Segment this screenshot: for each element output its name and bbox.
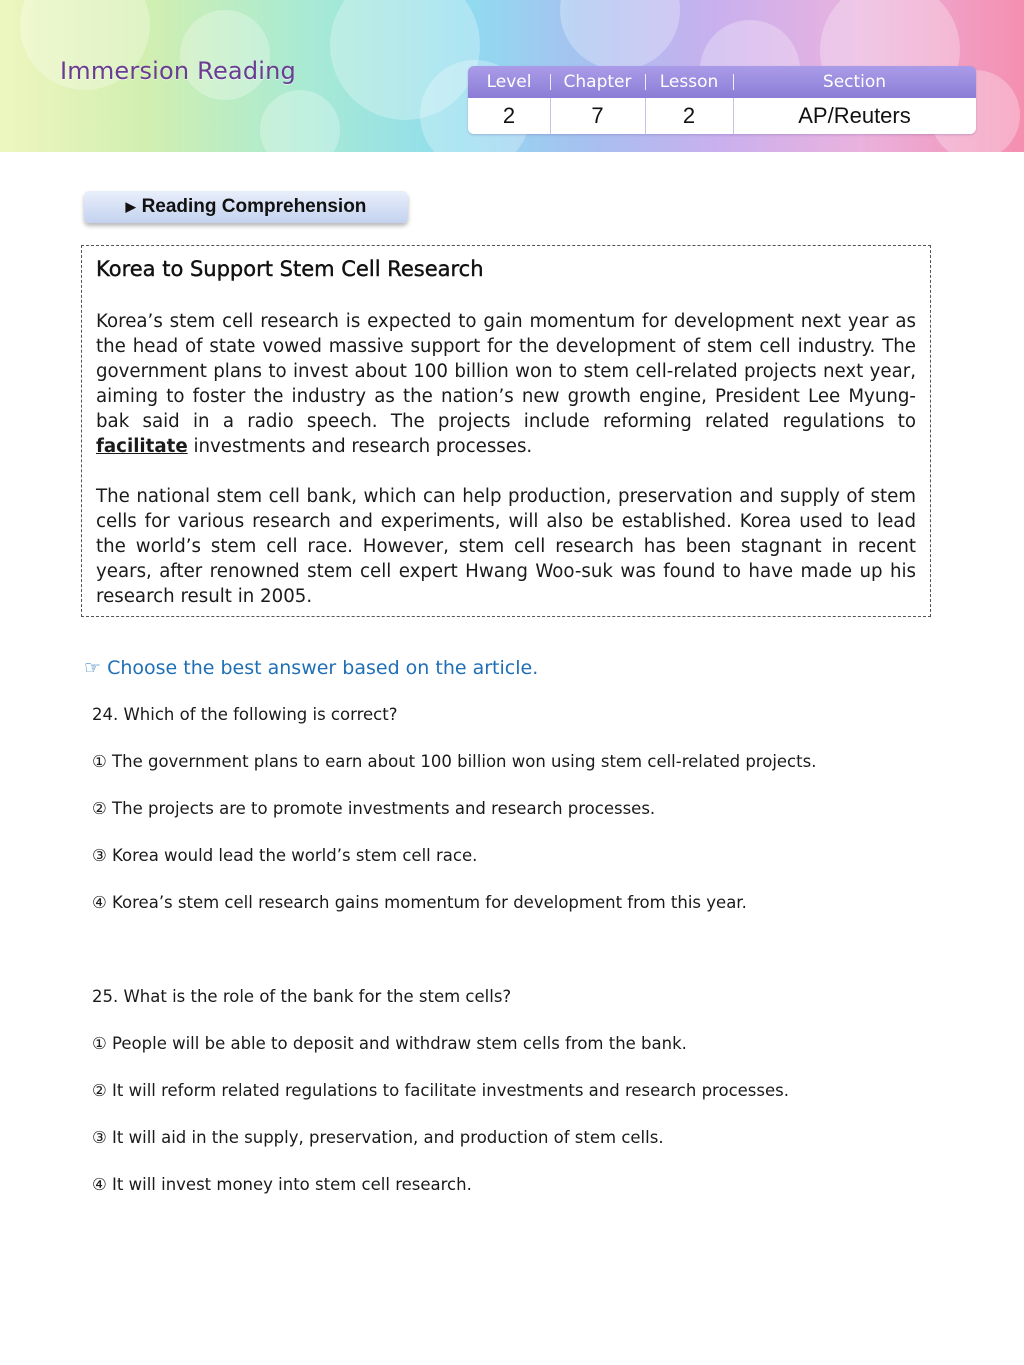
question-24-option-4[interactable]: ④ Korea’s stem cell research gains momentum for development from this year. <box>92 893 747 912</box>
lesson-header: Lesson <box>645 66 733 98</box>
triangle-right-icon: ▶ <box>125 199 136 214</box>
lesson-info-values <box>468 98 976 134</box>
section-header: Section <box>733 66 976 98</box>
article-paragraph-1 <box>96 309 916 459</box>
article-box <box>81 245 931 617</box>
question-25-option-3[interactable]: ③ It will aid in the supply, preservation, and production of stem cells. <box>92 1128 664 1147</box>
section-value: AP/Reuters <box>733 98 976 134</box>
paragraph-1-text-end: investments and research processes. <box>187 436 533 457</box>
question-25-option-1[interactable]: ① People will be able to deposit and withdraw stem cells from the bank. <box>92 1034 687 1053</box>
reading-comprehension-label: Reading Comprehension <box>141 196 367 217</box>
paragraph-1-text: Korea’s stem cell research is expected to gain momentum for development next year as the head of state vowed massive support for the development of stem cell industry. The government plans to invest about 100 billion won to stem cell-related projects next year, aiming to foster the industry as the nation’s new growth engine, President Lee Myung-bak said in a radio speech. The projects include reforming related regulations to <box>96 311 916 432</box>
lesson-info-header <box>468 66 976 98</box>
vocab-word: facilitate <box>96 436 188 457</box>
header-banner <box>0 0 1024 152</box>
reading-comprehension-button[interactable] <box>84 191 408 223</box>
question-24-prompt: 24. Which of the following is correct? <box>92 705 398 724</box>
lesson-value: 2 <box>645 98 733 134</box>
question-24-option-3[interactable]: ③ Korea would lead the world’s stem cell race. <box>92 846 478 865</box>
level-header: Level <box>486 72 532 92</box>
article-paragraph-2: The national stem cell bank, which can help production, preservation and supply of stem cells for various research and experiments, will also be established. Korea used to lead the world’s stem cell race. However, stem cell research has been stagnant in recent years, after renowned stem cell expert Hwang Woo-suk was found to have made up his research result in 2005. <box>96 486 916 607</box>
instruction-text: ☞ Choose the best answer based on the article. <box>84 657 539 679</box>
app-title: Immersion Reading <box>60 57 296 85</box>
question-25-prompt: 25. What is the role of the bank for the stem cells? <box>92 987 512 1006</box>
question-24-option-2[interactable]: ② The projects are to promote investments and research processes. <box>92 799 656 818</box>
lesson-info-table <box>468 66 976 134</box>
article-title: Korea to Support Stem Cell Research <box>96 257 484 281</box>
chapter-header: Chapter <box>550 66 645 98</box>
question-24-option-1[interactable]: ① The government plans to earn about 100 billion won using stem cell-related projects. <box>92 752 817 771</box>
question-25-option-4[interactable]: ④ It will invest money into stem cell research. <box>92 1175 472 1194</box>
level-value: 2 <box>502 103 516 128</box>
question-25-option-2[interactable]: ② It will reform related regulations to facilitate investments and research processes. <box>92 1081 789 1100</box>
chapter-value: 7 <box>550 98 645 134</box>
